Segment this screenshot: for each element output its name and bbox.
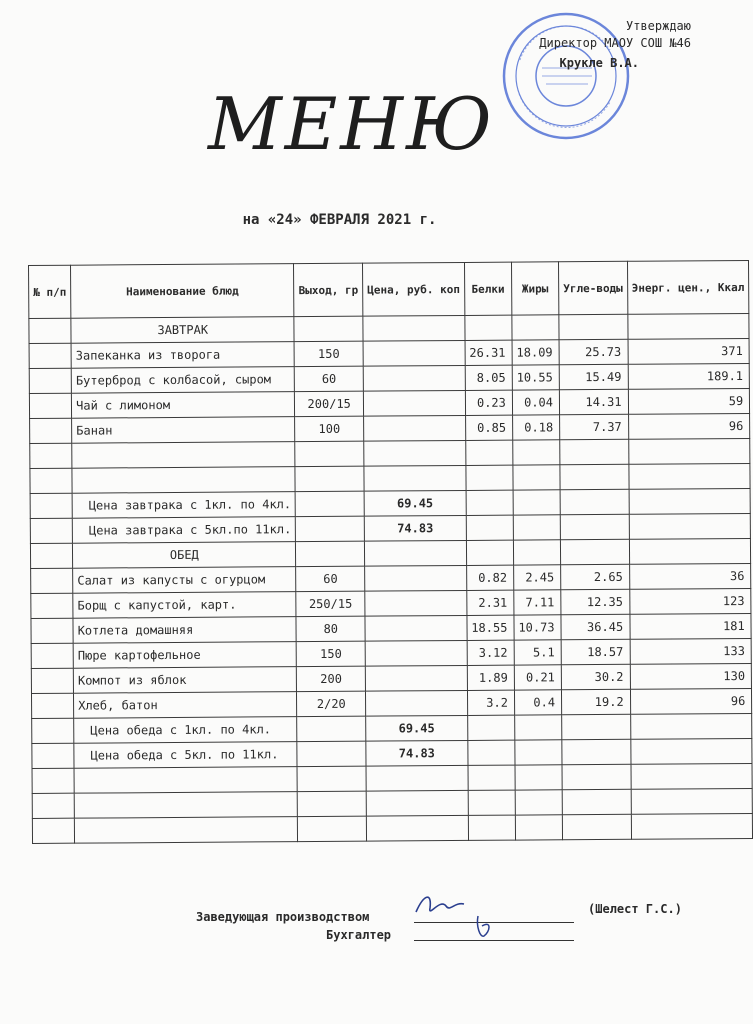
dish-carbs: 15.49 bbox=[559, 364, 628, 389]
dish-protein: 3.12 bbox=[467, 640, 514, 665]
table-header-row bbox=[29, 260, 750, 318]
header-energy: Энерг. цен., Ккал bbox=[627, 260, 749, 314]
dish-carbs: 2.65 bbox=[561, 564, 630, 589]
empty-row bbox=[32, 813, 752, 843]
dish-carbs: 30.2 bbox=[561, 664, 630, 689]
dish-energy: 189.1 bbox=[628, 363, 750, 389]
header-num: № п/п bbox=[29, 265, 71, 318]
dish-name: Компот из яблок bbox=[73, 667, 296, 694]
dish-yield: 200 bbox=[297, 666, 366, 691]
menu-date bbox=[0, 212, 719, 228]
dish-carbs: 7.37 bbox=[560, 414, 629, 439]
dish-protein: 8.05 bbox=[465, 365, 512, 390]
section-title-lunch: ОБЕД bbox=[73, 542, 296, 569]
dish-name: Пюре картофельное bbox=[73, 642, 296, 669]
dish-energy: 181 bbox=[630, 613, 752, 639]
price-value: 74.83 bbox=[366, 740, 468, 766]
dish-fat: 10.55 bbox=[512, 365, 559, 390]
dish-protein: 26.31 bbox=[465, 340, 512, 365]
dish-fat: 5.1 bbox=[514, 640, 561, 665]
dish-name: Хлеб, батон bbox=[74, 692, 297, 719]
manager-name: (Шелест Г.С.) bbox=[588, 902, 682, 916]
dish-yield: 200/15 bbox=[295, 391, 364, 416]
dish-carbs: 14.31 bbox=[559, 389, 628, 414]
dish-energy: 96 bbox=[630, 688, 752, 714]
dish-name: Запеканка из творога bbox=[71, 342, 294, 369]
dish-protein: 0.85 bbox=[465, 415, 512, 440]
dish-energy: 59 bbox=[628, 388, 750, 414]
price-value: 69.45 bbox=[364, 490, 466, 516]
dish-yield: 2/20 bbox=[297, 691, 366, 716]
approval-line-1: Утверждаю bbox=[625, 19, 691, 33]
dish-carbs: 12.35 bbox=[561, 589, 630, 614]
dish-fat: 0.18 bbox=[512, 415, 559, 440]
dish-fat: 18.09 bbox=[512, 340, 559, 365]
dish-name: Чай с лимоном bbox=[72, 392, 295, 419]
menu-table bbox=[28, 260, 753, 844]
dish-fat: 10.73 bbox=[514, 615, 561, 640]
header-name: Наименование блюд bbox=[71, 264, 295, 319]
approval-block bbox=[539, 18, 691, 52]
dish-yield: 60 bbox=[295, 366, 364, 391]
dish-energy: 123 bbox=[629, 588, 751, 614]
header-yield: Выход, гр bbox=[294, 263, 363, 316]
dish-yield: 250/15 bbox=[296, 591, 365, 616]
section-title-breakfast: ЗАВТРАК bbox=[71, 317, 294, 344]
dish-yield: 60 bbox=[296, 566, 365, 591]
dish-name: Банан bbox=[72, 417, 295, 444]
dish-protein: 0.82 bbox=[466, 565, 513, 590]
dish-yield: 150 bbox=[294, 341, 363, 366]
dish-fat: 0.04 bbox=[512, 390, 559, 415]
dish-protein: 3.2 bbox=[467, 690, 514, 715]
dish-energy: 133 bbox=[630, 638, 752, 664]
dish-carbs: 36.45 bbox=[561, 614, 630, 639]
dish-protein: 0.23 bbox=[465, 390, 512, 415]
price-label: Цена завтрака с 5кл.по 11кл. bbox=[72, 517, 295, 544]
dish-protein: 18.55 bbox=[467, 615, 514, 640]
dish-fat: 0.4 bbox=[514, 690, 561, 715]
manager-signature-icon bbox=[410, 888, 470, 922]
dish-name: Бутерброд с колбасой, сыром bbox=[71, 367, 294, 394]
dish-name: Борщ с капустой, карт. bbox=[73, 592, 296, 619]
dish-fat: 2.45 bbox=[513, 565, 560, 590]
page-title: МЕНЮ bbox=[208, 82, 495, 166]
dish-energy: 96 bbox=[628, 413, 750, 439]
dish-energy: 371 bbox=[628, 338, 750, 364]
header-carbs: Угле-воды bbox=[558, 261, 627, 314]
dish-fat: 0.21 bbox=[514, 665, 561, 690]
approval-line-3: Крукле В.А. bbox=[559, 56, 639, 70]
header-protein: Белки bbox=[464, 262, 511, 315]
dish-carbs: 19.2 bbox=[561, 689, 630, 714]
dish-energy: 130 bbox=[630, 663, 752, 689]
dish-yield: 80 bbox=[296, 616, 365, 641]
dish-name: Котлета домашняя bbox=[73, 617, 296, 644]
manager-label: Заведующая производством bbox=[196, 910, 370, 924]
price-label: Цена завтрака с 1кл. по 4кл. bbox=[72, 492, 295, 519]
dish-name: Салат из капусты с огурцом bbox=[73, 567, 296, 594]
dish-fat: 7.11 bbox=[514, 590, 561, 615]
header-price: Цена, руб. коп bbox=[363, 262, 465, 316]
accountant-label: Бухгалтер bbox=[326, 928, 392, 942]
accountant-signature-icon bbox=[470, 912, 500, 942]
dish-protein: 1.89 bbox=[467, 665, 514, 690]
approval-name-block bbox=[560, 55, 639, 72]
dish-yield: 150 bbox=[297, 641, 366, 666]
dish-protein: 2.31 bbox=[467, 590, 514, 615]
price-label: Цена обеда с 1кл. по 4кл. bbox=[74, 717, 297, 744]
price-value: 74.83 bbox=[364, 515, 466, 541]
price-label: Цена обеда с 5кл. по 11кл. bbox=[74, 742, 297, 769]
dish-carbs: 25.73 bbox=[559, 339, 628, 364]
dish-carbs: 18.57 bbox=[561, 639, 630, 664]
dish-yield: 100 bbox=[295, 416, 364, 441]
price-value: 69.45 bbox=[366, 715, 468, 741]
header-fat: Жиры bbox=[511, 262, 558, 315]
dish-energy: 36 bbox=[629, 563, 751, 589]
approval-line-2: Директор МАОУ СОШ №46 bbox=[539, 36, 691, 50]
menu-date-text: на «24» ФЕВРАЛЯ 2021 г. bbox=[242, 212, 437, 228]
